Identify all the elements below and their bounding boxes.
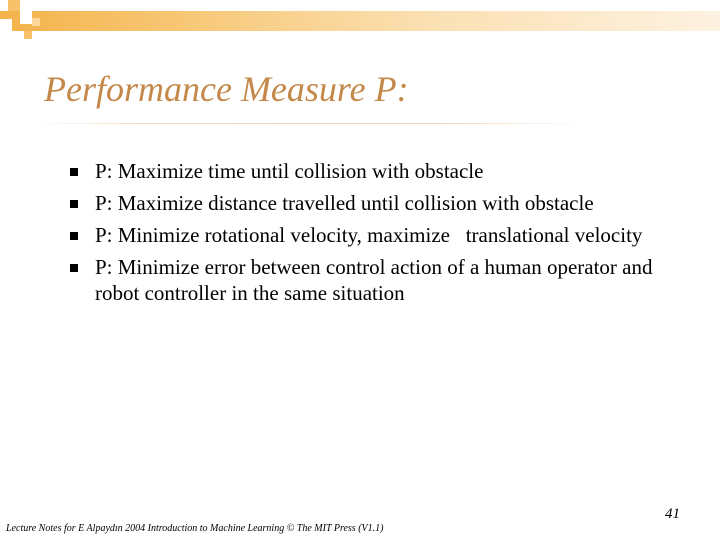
title-divider bbox=[30, 123, 590, 124]
bullet-item bbox=[70, 254, 690, 306]
bullet-item bbox=[70, 222, 690, 248]
bullet-text: P: Maximize distance travelled until collision with obstacle bbox=[95, 191, 594, 215]
slide-title: Performance Measure P: bbox=[44, 69, 409, 109]
decoration-square bbox=[24, 31, 32, 39]
decoration-square bbox=[0, 19, 12, 31]
bullet-text: P: Maximize time until collision with obstacle bbox=[95, 159, 484, 183]
bullet-square-icon bbox=[70, 232, 78, 240]
bullet-text: P: Minimize rotational velocity, maximize translational velocity bbox=[95, 223, 643, 247]
page-number: 41 bbox=[665, 506, 680, 522]
bullet-list bbox=[70, 158, 690, 312]
decoration-square bbox=[8, 0, 20, 11]
bullet-square-icon bbox=[70, 168, 78, 176]
bullet-item bbox=[70, 190, 690, 216]
header-decoration-bar bbox=[0, 11, 720, 31]
bullet-square-icon bbox=[70, 200, 78, 208]
bullet-text: P: Minimize error between control action of a human operator and robot controller in the same situation bbox=[95, 255, 653, 305]
footer-credit: Lecture Notes for E Alpaydın 2004 Introduction to Machine Learning © The MIT Press (V1.1) bbox=[6, 523, 384, 534]
decoration-square bbox=[32, 18, 40, 26]
bullet-item bbox=[70, 158, 690, 184]
bullet-square-icon bbox=[70, 264, 78, 272]
decoration-square bbox=[20, 11, 32, 24]
